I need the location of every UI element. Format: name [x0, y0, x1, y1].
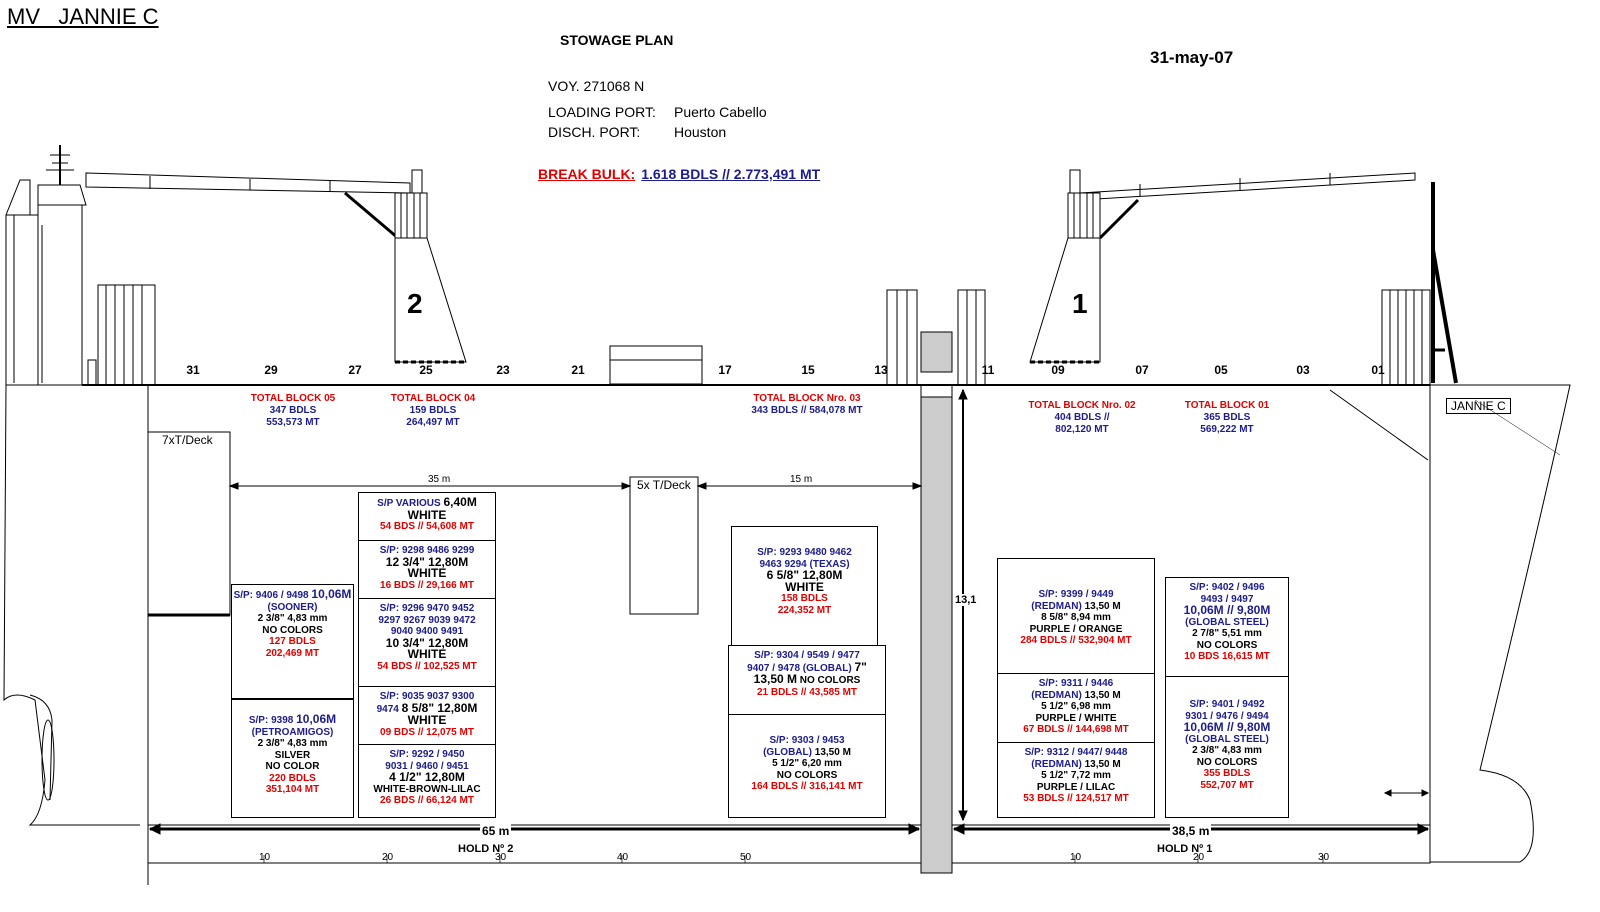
length: 10,06M // 9,80M [1183, 603, 1271, 617]
cargo-block[interactable] [997, 558, 1155, 674]
vessel-title: MV JANNIE C [7, 4, 159, 29]
bay-27: 27 [348, 363, 362, 377]
shipping-permit: S/P: 9312 / 9447/ 9448 [1024, 747, 1128, 758]
scale-fwd-30: 30 [1318, 852, 1330, 863]
hold-1-length: 38,5 m [1172, 824, 1210, 838]
cargo-block[interactable] [231, 584, 354, 699]
bulkhead-top [921, 332, 952, 372]
length: 6,40M [443, 495, 477, 509]
weight: 224,352 MT [777, 604, 832, 616]
plan-title: STOWAGE PLAN [560, 32, 674, 48]
customer: (REDMAN) [1031, 758, 1082, 770]
shipping-permit-2: 9031 / 9460 / 9451 [385, 760, 469, 772]
color: PURPLE / WHITE [1035, 712, 1117, 724]
shipping-permit: S/P: 9293 9480 9462 [757, 547, 852, 558]
bundles-weight: 09 BDS // 12,075 MT [380, 726, 474, 738]
color: NO COLORS [776, 769, 838, 781]
color: PURPLE / ORANGE [1029, 623, 1123, 635]
bay-15: 15 [801, 363, 815, 377]
shipping-permit: S/P: 9406 / 9498 [233, 590, 309, 601]
tank-deck-5x-label: 5x T/Deck [637, 478, 691, 492]
scale-aft-30: 30 [495, 852, 507, 863]
tank-deck-7x-label: 7xT/Deck [162, 433, 213, 447]
color: WHITE-BROWN-LILAC [373, 783, 481, 795]
shipping-permit-2: 9474 [376, 703, 399, 715]
cargo-block[interactable] [728, 645, 886, 715]
spec: 5 1/2" 7,72 mm [1041, 770, 1111, 781]
dimension-height: 13,1 [955, 594, 977, 606]
length: 10,06M [296, 712, 337, 726]
cargo-block[interactable] [728, 714, 886, 818]
customer: (REDMAN) [1031, 689, 1082, 701]
shipping-permit-2: 9301 / 9476 / 9494 [1185, 710, 1269, 722]
spec: 2 3/8" 4,83 mm [257, 738, 328, 749]
length: 13,50 M [814, 746, 851, 758]
total-mt: 264,497 MT [406, 417, 460, 428]
bundles: 355 BDLS [1203, 768, 1251, 779]
total-mt: 802,120 MT [1055, 424, 1109, 435]
shipping-permit: S/P: 9311 / 9446 [1038, 678, 1114, 689]
cargo-block[interactable] [997, 742, 1155, 818]
bay-09: 09 [1051, 363, 1065, 377]
customer: (GLOBAL) [763, 746, 812, 758]
total-block-03 [751, 393, 862, 417]
bay-23: 23 [496, 363, 510, 377]
bay-01: 01 [1371, 363, 1385, 377]
loading-port-label: LOADING PORT: [548, 104, 656, 120]
bay-11: 11 [981, 363, 995, 377]
cargo-block[interactable] [358, 492, 496, 541]
hold-2-length: 65 m [482, 824, 510, 838]
shipping-permit: S/P VARIOUS [377, 498, 441, 509]
total-bdls: 365 BDLS [1203, 412, 1251, 423]
bay-05: 05 [1214, 363, 1228, 377]
scale-aft-20: 20 [382, 852, 394, 863]
bundles: 158 BDLS [781, 593, 828, 604]
total-mt: 553,573 MT [266, 417, 320, 428]
spec: 8 5/8" 8,94 mm [1041, 612, 1111, 623]
crane-1-number: 1 [1072, 288, 1088, 319]
bulkhead [921, 397, 952, 873]
plan-date: 31-may-07 [1150, 48, 1234, 67]
scale-fwd-10: 10 [1070, 852, 1082, 863]
shipping-permit: S/P: 9303 / 9453 [769, 735, 845, 746]
total-mt: 569,222 MT [1200, 424, 1254, 435]
color: NO COLORS [1196, 756, 1258, 768]
shipping-permit-3: 9040 9400 9491 [390, 626, 464, 637]
bay-03: 03 [1296, 363, 1310, 377]
hold-2-label: HOLD Nº 2 [458, 843, 514, 855]
spec: 2 3/8" 4,83 mm [1192, 745, 1262, 756]
shipping-permit-2: 9493 / 9497 [1200, 593, 1254, 605]
total-block-04 [391, 393, 475, 429]
crane-2-number: 2 [407, 288, 423, 319]
color: WHITE [785, 579, 824, 594]
weight: 202,469 MT [265, 647, 320, 659]
bundles-weight: 10 BDS 16,615 MT [1184, 651, 1270, 662]
scale-fwd-20: 20 [1193, 852, 1205, 863]
cargo-block[interactable] [358, 686, 496, 745]
cargo-block[interactable] [1165, 676, 1289, 818]
total-title: TOTAL BLOCK Nro. 03 [753, 393, 861, 404]
bundles-weight: 54 BDS // 102,525 MT [377, 660, 477, 672]
weight: 351,104 MT [265, 784, 320, 795]
shipping-permit: S/P: 9296 9470 9452 [379, 603, 475, 614]
vessel-name-tag: JANNIE C [1446, 398, 1511, 414]
shipping-permit-2: 9297 9267 9039 9472 [378, 614, 476, 626]
bay-31: 31 [186, 363, 200, 377]
bay-21: 21 [571, 363, 585, 377]
total-title: TOTAL BLOCK Nro. 02 [1028, 400, 1136, 411]
shipping-permit-2: 9407 / 9478 (GLOBAL) [747, 662, 852, 674]
cargo-block[interactable] [358, 598, 496, 687]
discharge-port-label: DISCH. PORT: [548, 124, 641, 140]
total-block-01 [1185, 400, 1269, 436]
length: 13,50 M [1084, 758, 1121, 770]
length: 13,50 M [753, 672, 797, 686]
bundles-weight: 67 BDLS // 144,698 MT [1023, 724, 1129, 735]
bundles-weight: 21 BDLS // 43,585 MT [756, 686, 858, 698]
cargo-block[interactable] [358, 540, 496, 599]
color-note: NO COLOR [265, 761, 320, 772]
bundles-weight: 164 BDLS // 316,141 MT [751, 781, 863, 792]
color: WHITE [407, 647, 447, 661]
bay-13: 13 [874, 363, 888, 377]
bay-07: 07 [1135, 363, 1149, 377]
customer: (PETROAMIGOS) [251, 726, 334, 738]
customer: (SOONER) [267, 601, 318, 613]
bay-25: 25 [419, 363, 433, 377]
color: NO COLORS [262, 624, 323, 636]
size-length: 4 1/2" 12,80M [389, 770, 465, 784]
bay-29: 29 [264, 363, 278, 377]
size: 7" [854, 659, 867, 674]
cargo-block[interactable] [1165, 577, 1289, 677]
color: PURPLE / LILAC [1036, 781, 1116, 793]
bundles-weight: 26 BDS // 66,124 MT [380, 795, 474, 806]
bundles: 220 BDLS [269, 772, 316, 784]
color: WHITE [407, 507, 447, 522]
bundles-weight: 16 BDS // 29,166 MT [380, 579, 474, 591]
customer: (REDMAN) [1031, 600, 1082, 612]
voyage-number: VOY. 271068 N [548, 78, 645, 94]
total-line: 343 BDLS // 584,078 MT [751, 405, 863, 416]
scale-aft-40: 40 [617, 852, 629, 863]
crane-1 [1030, 170, 1415, 362]
color: NO COLORS [1196, 639, 1258, 651]
size-length: 10 3/4" 12,80M [385, 635, 469, 650]
scale-aft-50: 50 [740, 852, 752, 863]
shipping-permit: S/P: 9298 9486 9299 [379, 545, 475, 556]
bundles-weight: 54 BDS // 54,608 MT [380, 521, 474, 532]
length: 13,50 M [1084, 600, 1121, 612]
color: WHITE [407, 566, 447, 580]
size-length: 6 5/8" 12,80M [766, 568, 843, 582]
total-bdls: 347 BDLS [269, 405, 317, 416]
length: 10,06M // 9,80M [1183, 720, 1271, 734]
bundles-weight: 284 BDLS // 532,904 MT [1020, 635, 1132, 646]
hold-1-label: HOLD Nº 1 [1157, 843, 1213, 855]
color: WHITE [407, 713, 447, 727]
shipping-permit: S/P: 9399 / 9449 [1038, 589, 1114, 600]
bundles: 127 BDLS [269, 636, 316, 647]
break-bulk-label: BREAK BULK: [538, 166, 636, 182]
spec: 5 1/2" 6,20 mm [772, 758, 842, 769]
spec: 5 1/2" 6,98 mm [1041, 701, 1111, 712]
total-title: TOTAL BLOCK 04 [390, 393, 476, 404]
cargo-block[interactable] [997, 673, 1155, 743]
size-length: 12 3/4" 12,80M [385, 554, 469, 569]
length: 13,50 M [1084, 689, 1121, 701]
cargo-block[interactable] [231, 699, 354, 818]
shipping-permit-2: 9463 9294 (TEXAS) [759, 558, 850, 570]
shipping-permit: S/P: 9401 / 9492 [1189, 699, 1265, 710]
spec: 2 7/8" 5,51 mm [1192, 628, 1262, 639]
bay-17: 17 [718, 363, 732, 377]
break-bulk-value: 1.618 BDLS // 2.773,491 MT [641, 166, 821, 182]
total-title: TOTAL BLOCK 05 [250, 393, 336, 404]
total-block-05 [251, 393, 335, 429]
total-bdls: 159 BDLS [409, 405, 457, 416]
total-block-02 [1028, 400, 1135, 436]
bundles-weight: 53 BDLS // 124,517 MT [1023, 793, 1129, 804]
dimension-15m: 15 m [790, 474, 813, 485]
dimension-35m: 35 m [428, 474, 451, 485]
cargo-block[interactable] [358, 744, 496, 818]
total-title: TOTAL BLOCK 01 [1184, 400, 1270, 411]
shipping-permit: S/P: 9398 [248, 715, 294, 726]
scale-aft-10: 10 [259, 852, 271, 863]
weight: 552,707 MT [1200, 779, 1254, 791]
total-bdls: 404 BDLS // [1054, 412, 1110, 423]
shipping-permit: S/P: 9292 / 9450 [389, 749, 465, 760]
spec: 2 3/8" 4,83 mm [257, 613, 328, 624]
customer: (GLOBAL STEEL) [1185, 616, 1269, 628]
cargo-block[interactable] [731, 526, 878, 646]
shipping-permit: S/P: 9035 9037 9300 [379, 691, 475, 702]
loading-port-value: Puerto Cabello [674, 104, 767, 120]
customer: (GLOBAL STEEL) [1185, 733, 1269, 745]
vent-aft [98, 285, 155, 385]
discharge-port-value: Houston [674, 124, 727, 140]
color: NO COLORS [799, 675, 861, 686]
size-length: 8 5/8" 12,80M [401, 700, 478, 715]
color: SILVER [274, 749, 311, 761]
length: 10,06M [311, 587, 352, 601]
shipping-permit: S/P: 9402 / 9496 [1189, 582, 1265, 593]
shipping-permit: S/P: 9304 / 9549 / 9477 [754, 650, 860, 661]
